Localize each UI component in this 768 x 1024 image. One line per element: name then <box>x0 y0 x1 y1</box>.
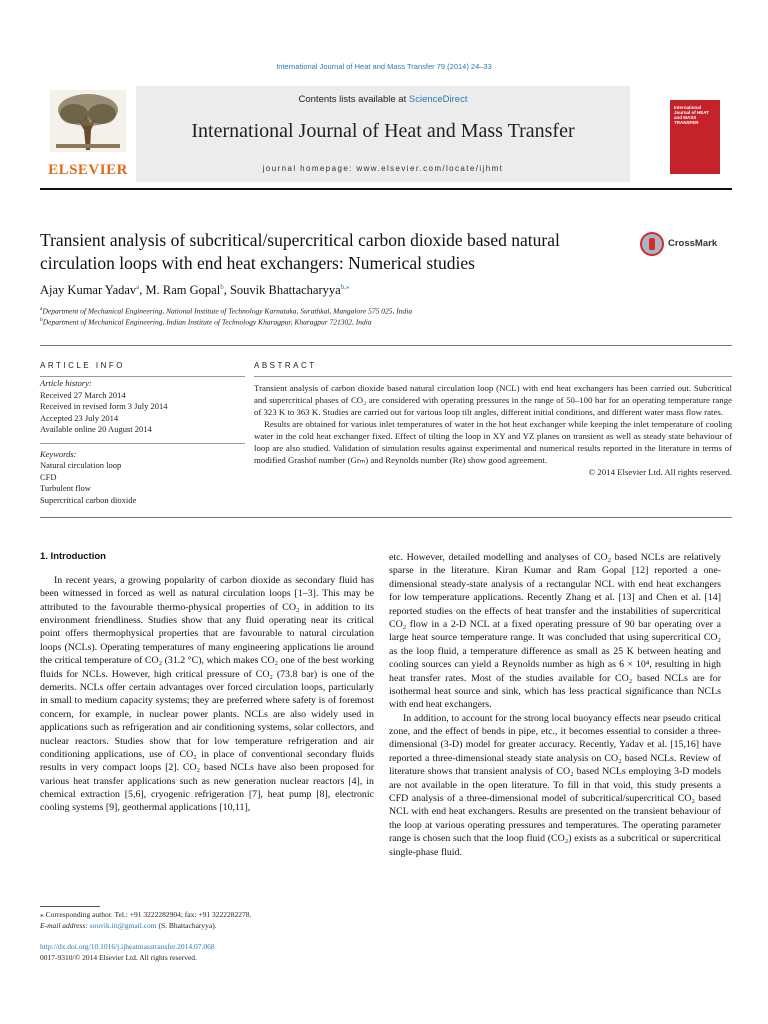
body-paragraph: In addition, to account for the strong local buoyancy effects near pseudo critical zone, and the effect of bends in pipe, etc., it becomes essential to consider a three-dimensional (3-D) model for greater accuracy. Recently, Yadav et al. [15,16] have reported a three-dimensional steady state analysis on CO₂ based NCLs. Review of literature shows that transient analysis of CO₂ based NCLs employing 3-D models are not available in the open literature. To fill in that void, this study presents a CFD analysis of a three-dimensional model of subcritical/supercritical CO₂ based NCL with end heat exchangers. Results are presented on the transient behaviour of the loop at various operating pressures and temperatures. The operating parameter range is chosen such that the loop fluid (CO₂) exists as a subcritical or supercritical single-phase fluid. <box>389 712 721 858</box>
section-heading: 1. Introduction <box>40 551 106 562</box>
elsevier-logo[interactable] <box>40 86 136 182</box>
doi-link[interactable]: http://dx.doi.org/10.1016/j.ijheatmasstransfer.2014.07.068 <box>40 942 215 951</box>
author-separator: , <box>223 283 230 298</box>
abstract-paragraph: Transient analysis of carbon dioxide based natural circulation loop (NCL) with end heat exchangers has been carried out. Subcritical and supercritical phases of CO₂ are considered with operating pressures in the range of 50–100 bar for an operating temperature range of 323 K to 363 K. Studies are carried out for various loop tilt angles, different initial conditions, and different water mass flow rates. <box>254 383 732 417</box>
author-affil-marker[interactable]: a <box>136 283 140 291</box>
keywords-label: Keywords: <box>40 448 77 459</box>
affiliation <box>40 317 732 328</box>
email-suffix: (S. Bhattacharyya). <box>156 920 217 930</box>
keyword: Turbulent flow <box>40 483 91 494</box>
keywords-rule <box>40 443 245 444</box>
journal-cover[interactable] <box>632 86 732 182</box>
author-separator: , <box>139 283 146 298</box>
affiliation-text: Department of Mechanical Engineering, Indian Institute of Technology Kharagpur, Kharagpur 721302, India <box>42 317 372 327</box>
abstract-bottom-rule <box>40 517 732 518</box>
journal-citation[interactable]: International Journal of Heat and Mass Transfer 79 (2014) 24–33 <box>276 62 492 71</box>
body-paragraph: etc. However, detailed modelling and analyses of CO₂ based NCLs are relatively sparse in the literature. Kiran Kumar and Ram Gopal [12] reported a one-dimensional steady-state analysis of a rectangular NCL with end heat exchangers for low temperature applications. Recently Zhang et al. [13] and Chen et al. [14] reported studies on the effects of heat transfer and the instabilities of supercritical CO₂ flow in a 2-D NCL at a fixed operating pressure of 90 bar operating over a large heat source temperature range. It was concluded that using supercritical CO₂ as the loop fluid, a temperature difference as small as 25 K between heating and cooling sources can yield a Reynolds number as high as 6 × 10⁴, resulting in high heat transfer rates. Most of the studies available for CO₂ based NCLs are for isothermal heat source and sink, which has less practical significance than NCLs with end heat exchangers. <box>389 552 721 711</box>
crossmark-label: CrossMark <box>668 238 718 249</box>
journal-homepage[interactable]: journal homepage: www.elsevier.com/locate/ijhmt <box>262 164 504 173</box>
abstract-heading: ABSTRACT <box>254 361 317 370</box>
abstract-copyright: © 2014 Elsevier Ltd. All rights reserved. <box>588 466 732 477</box>
author-name[interactable]: Ajay Kumar Yadav <box>40 283 137 298</box>
author-affil-marker[interactable]: b <box>220 283 224 291</box>
footnote <box>40 910 374 932</box>
author-name[interactable]: M. Ram Gopal <box>145 283 221 298</box>
abstract-rule <box>254 376 732 377</box>
history-label: Article history: <box>40 378 92 388</box>
journal-header-band <box>136 86 630 182</box>
article-info-rule <box>40 376 245 377</box>
elsevier-tree-icon <box>50 90 126 152</box>
publisher-name: ELSEVIER <box>48 162 128 178</box>
sciencedirect-link[interactable]: ScienceDirect <box>408 94 468 105</box>
corresponding-author-note: ⁎ Corresponding author. Tel.: +91 3222282904; fax: +91 3222282278. <box>40 910 252 919</box>
journal-cover-image: International Journal of HEAT and MASS TRANSFER <box>670 100 720 174</box>
history-item: Received 27 March 2014 <box>40 389 126 400</box>
paper-title: Transient analysis of subcritical/supercritical carbon dioxide based natural circulation loops with end heat exchangers: Numerical studies <box>40 230 560 274</box>
body-column-right <box>389 551 721 859</box>
keyword: CFD <box>40 471 57 482</box>
affiliation-text: Department of Mechanical Engineering, National Institute of Technology Karnataka, Surathkal, Mangalore 575 025, India <box>42 306 413 316</box>
article-info-heading: ARTICLE INFO <box>40 361 125 370</box>
email-label: E-mail address: <box>40 920 90 930</box>
body-paragraph: In recent years, a growing popularity of carbon dioxide as secondary fluid has been witnessed in forced as well as natural circulation loops [1–3]. This may be attributed to the favourable thermo-physical properties of CO₂ in addition to its environment friendliness. Studies show that any fluid operating near its critical point offers thermophysical properties that are favourable to natural circulation loops (NCLs). Operating temperatures of many engineering applications lie around the critical temperature of CO₂ (31.2 °C), which makes CO₂ one of the best working fluids for NCLs. However, high critical pressure of CO₂ (73.8 bar) is one of the demerits. NCLs offer certain advantages over forced circulation loops, particularly in small to medium capacity systems; they are preferred where safety is of foremost concern, for example, in nuclear power plants. NCLs are also widely used in applications such as refrigeration and air conditioning systems, solar collectors, and nuclear reactors. Studies show that for low temperature refrigeration and air conditioning applications, use of CO₂ in place of conventional secondary fluids results in very compact loops [2]. CO₂ based NCLs have also been proposed for various heat transfer applications such as new generation nuclear reactors [4], in chemical extraction [5,6], cryogenic refrigeration [7], heat pump [8], electronic cooling systems [9], geothermal applications [10,11], <box>40 574 374 814</box>
crossmark-badge[interactable] <box>640 232 740 256</box>
affiliation <box>40 306 732 317</box>
email-link[interactable]: souvik.iit@gmail.com <box>89 920 157 930</box>
doi-block <box>40 942 374 964</box>
affiliation-marker: b <box>40 317 43 324</box>
body-column-left <box>40 551 374 815</box>
abstract-body <box>254 383 732 479</box>
contents-prefix: Contents lists available at <box>298 94 409 105</box>
history-item: Received in revised form 3 July 2014 <box>40 401 168 412</box>
author-list <box>40 283 732 298</box>
keyword: Supercritical carbon dioxide <box>40 494 137 505</box>
author-name[interactable]: Souvik Bhattacharyya <box>229 283 341 298</box>
author-affil-marker[interactable]: b,⁎ <box>340 283 350 291</box>
email-line <box>40 921 374 932</box>
header-rule <box>40 188 732 190</box>
section-rule <box>40 345 732 346</box>
contents-line <box>136 94 630 105</box>
abstract-paragraph: Results are obtained for various inlet temperatures of water in the hot heat exchanger while keeping the inlet temperature of cooling water in the cold heat exchanger fixed. Effect of tilting the loop in XY and YZ planes on transient as well as steady state behaviour of loop are also studied. Validation of simulation results against experimental and numerical results reported in the literature in terms of modified Grashof number (Grₘ) and Reynolds number (Re) show good agreement. <box>254 418 732 465</box>
affiliation-marker: a <box>40 306 43 312</box>
keyword: Natural circulation loop <box>40 460 122 471</box>
history-item: Accepted 23 July 2014 <box>40 412 119 423</box>
article-info <box>40 378 245 506</box>
affiliations <box>40 306 732 329</box>
issn-line: 0017-9310/© 2014 Elsevier Ltd. All rights reserved. <box>40 952 197 962</box>
journal-banner <box>40 86 732 182</box>
journal-title: International Journal of Heat and Mass Transfer <box>191 120 575 142</box>
history-item: Available online 20 August 2014 <box>40 424 152 435</box>
footnote-rule <box>40 906 100 907</box>
crossmark-icon <box>640 232 664 256</box>
